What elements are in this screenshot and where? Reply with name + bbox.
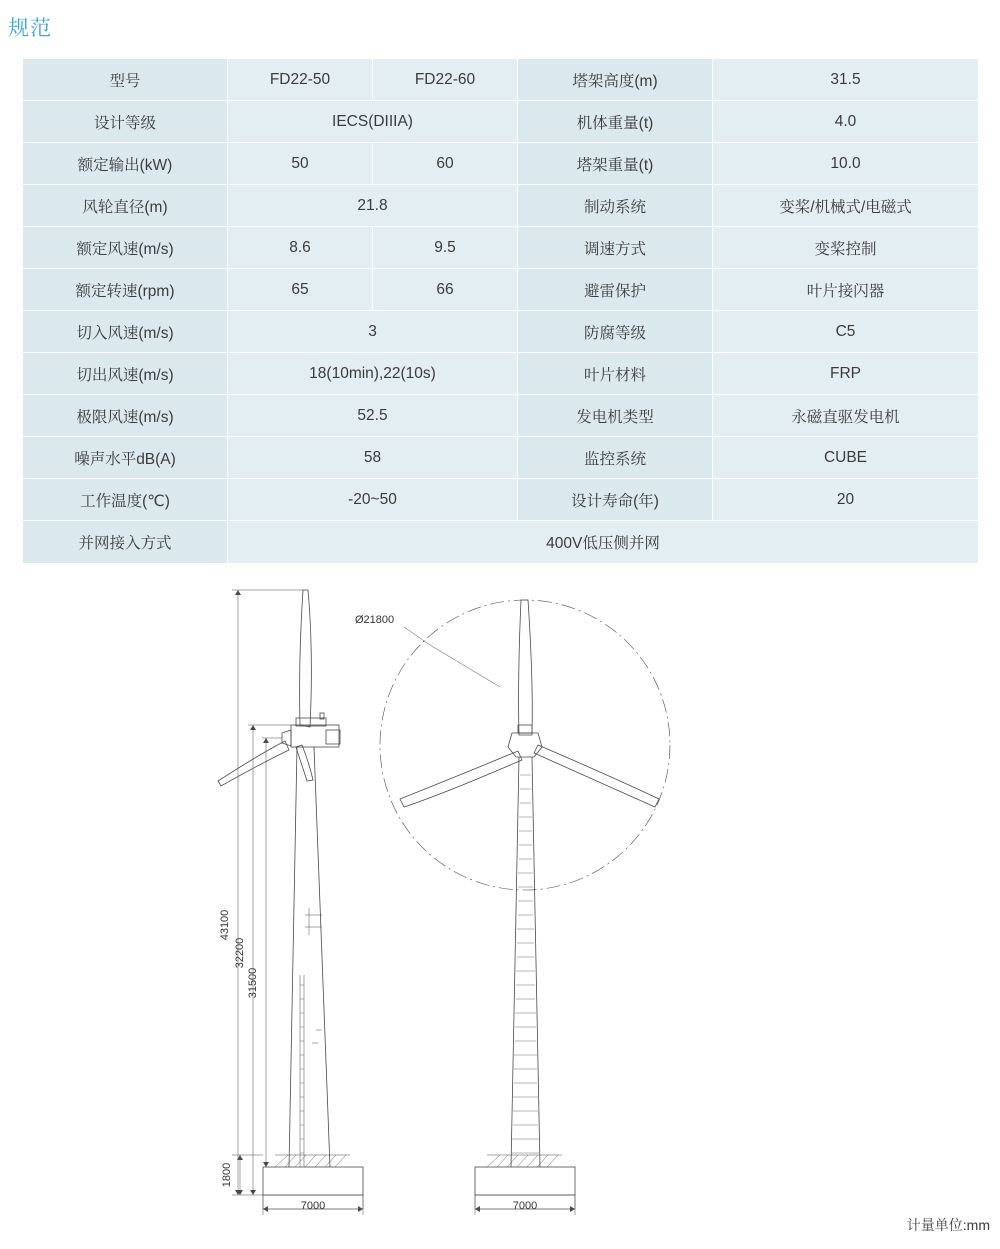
table-cell-label: 制动系统	[518, 185, 713, 227]
page-title: 规范	[8, 17, 52, 40]
table-cell-label: 调速方式	[518, 227, 713, 269]
table-cell-label: 发电机类型	[518, 395, 713, 437]
dim-tip-height: 32200	[234, 937, 246, 969]
table-cell-value: 4.0	[713, 101, 979, 143]
table-row	[23, 311, 979, 353]
table-cell-value: IECS(DIIIA)	[228, 101, 518, 143]
table-cell-label: 监控系统	[518, 437, 713, 479]
table-row	[23, 479, 979, 521]
table-row	[23, 227, 979, 269]
table-cell-value: 65	[228, 269, 373, 311]
table-cell-label: 型号	[23, 59, 228, 101]
table-cell-value: 3	[228, 311, 518, 353]
table-cell-label: 极限风速(m/s)	[23, 395, 228, 437]
dim-hub-height: 31500	[247, 967, 259, 999]
table-row	[23, 59, 979, 101]
dim-foundation-height: 1800	[221, 1162, 233, 1188]
table-cell-label: 风轮直径(m)	[23, 185, 228, 227]
table-cell-label: 切入风速(m/s)	[23, 311, 228, 353]
table-cell-value: 变桨/机械式/电磁式	[713, 185, 979, 227]
dim-foundation-width-left: 7000	[300, 1200, 326, 1212]
table-cell-value: FD22-60	[373, 59, 518, 101]
table-cell-value: FD22-50	[228, 59, 373, 101]
table-cell-value: 52.5	[228, 395, 518, 437]
table-cell-value: CUBE	[713, 437, 979, 479]
table-cell-value: 400V低压侧并网	[228, 521, 979, 564]
table-cell-value: 永磁直驱发电机	[713, 395, 979, 437]
table-cell-value: 60	[373, 143, 518, 185]
specification-table	[22, 58, 979, 564]
table-cell-label: 设计寿命(年)	[518, 479, 713, 521]
table-row	[23, 269, 979, 311]
table-cell-label: 额定风速(m/s)	[23, 227, 228, 269]
table-cell-label: 设计等级	[23, 101, 228, 143]
table-cell-label: 叶片材料	[518, 353, 713, 395]
table-cell-value: FRP	[713, 353, 979, 395]
table-cell-label: 避雷保护	[518, 269, 713, 311]
turbine-technical-drawing	[0, 575, 1000, 1235]
table-cell-value: 66	[373, 269, 518, 311]
table-cell-value: 10.0	[713, 143, 979, 185]
table-cell-value: 31.5	[713, 59, 979, 101]
table-row	[23, 353, 979, 395]
dim-total-height: 43100	[219, 909, 231, 941]
rotor-diameter-label: Ø21800	[355, 614, 395, 626]
table-cell-label: 额定输出(kW)	[23, 143, 228, 185]
table-cell-label: 机体重量(t)	[518, 101, 713, 143]
table-cell-value: 8.6	[228, 227, 373, 269]
table-row	[23, 521, 979, 564]
table-cell-value: 叶片接闪器	[713, 269, 979, 311]
table-row	[23, 101, 979, 143]
table-cell-label: 塔架重量(t)	[518, 143, 713, 185]
table-row	[23, 143, 979, 185]
table-cell-value: C5	[713, 311, 979, 353]
table-cell-value: -20~50	[228, 479, 518, 521]
table-cell-value: 变桨控制	[713, 227, 979, 269]
table-cell-label: 额定转速(rpm)	[23, 269, 228, 311]
table-cell-label: 塔架高度(m)	[518, 59, 713, 101]
table-row	[23, 437, 979, 479]
table-cell-label: 防腐等级	[518, 311, 713, 353]
specification-table-body	[23, 59, 979, 564]
table-cell-value: 21.8	[228, 185, 518, 227]
unit-note: 计量单位:mm	[906, 1217, 990, 1233]
table-cell-value: 58	[228, 437, 518, 479]
table-cell-label: 工作温度(℃)	[23, 479, 228, 521]
table-cell-value: 18(10min),22(10s)	[228, 353, 518, 395]
table-cell-label: 噪声水平dB(A)	[23, 437, 228, 479]
table-row	[23, 185, 979, 227]
table-cell-value: 9.5	[373, 227, 518, 269]
table-cell-value: 50	[228, 143, 373, 185]
table-row	[23, 395, 979, 437]
table-cell-label: 并网接入方式	[23, 521, 228, 564]
table-cell-label: 切出风速(m/s)	[23, 353, 228, 395]
dim-foundation-width-right: 7000	[512, 1200, 538, 1212]
table-cell-value: 20	[713, 479, 979, 521]
